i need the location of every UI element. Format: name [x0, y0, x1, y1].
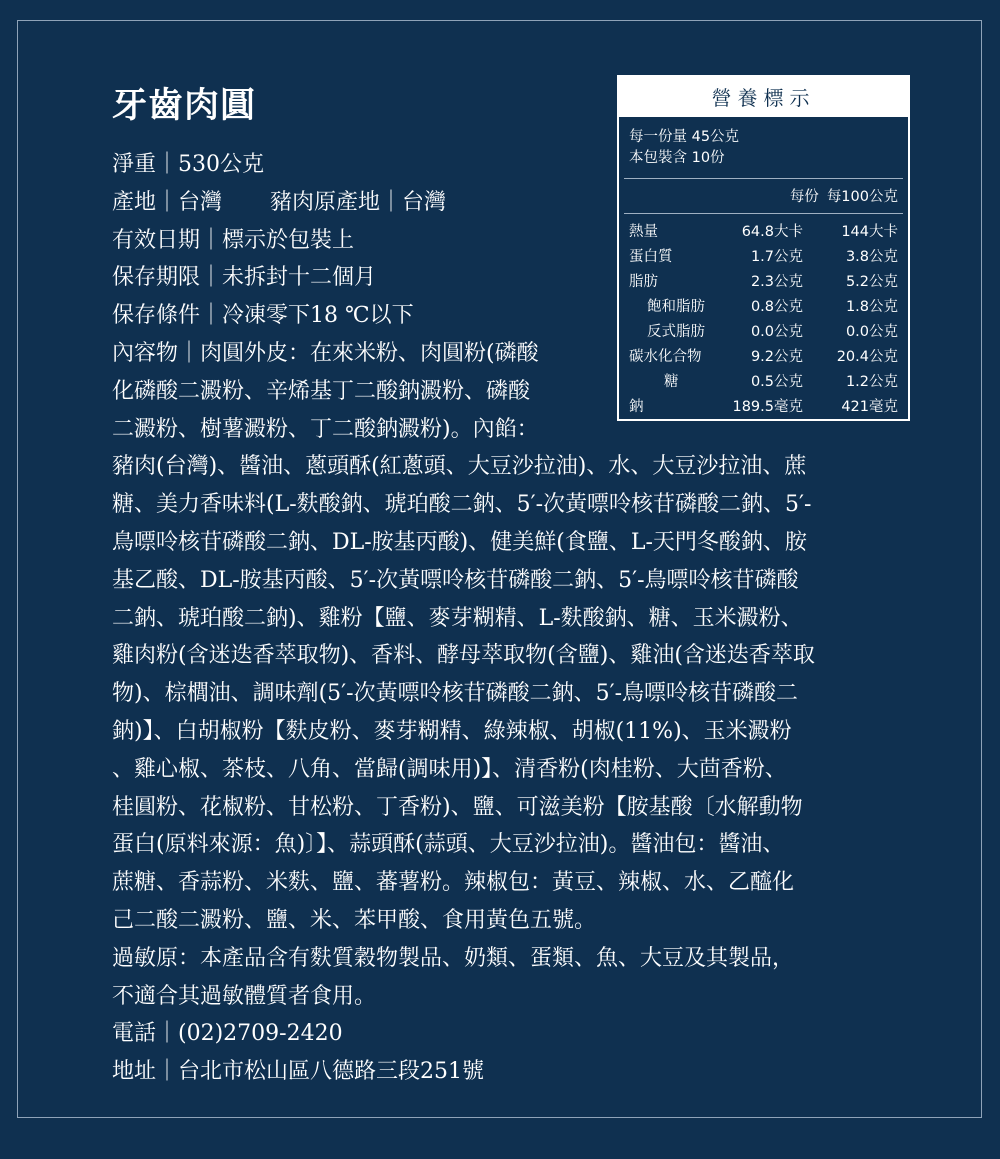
text-line: 鈉)】、白胡椒粉【麩皮粉、麥芽糊精、綠辣椒、胡椒(11%)、玉米澱粉 [112, 718, 792, 744]
expiry-date: 有效日期｜標示於包裝上 [112, 227, 355, 253]
nutrition-row [619, 395, 908, 420]
net-weight: 淨重｜530公克 [112, 152, 264, 177]
text-line: 豬肉(台灣)、醬油、蔥頭酥(紅蔥頭、大豆沙拉油)、水、大豆沙拉油、蔗 [112, 454, 807, 480]
serving-info [619, 117, 908, 169]
value-per-100g: 3.8公克 [845, 249, 898, 265]
nutrient-name: 反式脂肪 [647, 324, 705, 340]
text-line: 鳥嘌呤核苷磷酸二鈉、DL-胺基丙酸)、健美鮮(食鹽、L-天門冬酸鈉、胺 [112, 529, 807, 555]
product-info [112, 146, 446, 335]
text-line: 二鈉、琥珀酸二鈉)、雞粉【鹽、麥芽糊精、L-麩酸鈉、糖、玉米澱粉、 [112, 605, 803, 631]
text-line: 蔗糖、香蒜粉、米麩、鹽、蕃薯粉。辣椒包：黃豆、辣椒、水、乙醯化 [112, 870, 795, 896]
text-line: 雞肉粉(含迷迭香萃取物)、香料、酵母萃取物(含鹽)、雞油(含迷迭香萃取 [112, 643, 815, 669]
nutrient-name: 鈉 [629, 399, 644, 415]
col-per-serving: 每份 [789, 189, 819, 205]
nutrient-name: 飽和脂肪 [647, 299, 705, 315]
value-per-100g: 20.4公克 [836, 349, 898, 365]
value-per-100g: 1.8公克 [845, 299, 898, 315]
nutrient-name: 碳水化合物 [629, 349, 702, 365]
nutrient-name: 熱量 [629, 224, 658, 240]
nutrition-rows [619, 214, 908, 420]
text-line: 基乙酸、DL-胺基丙酸、5′-次黃嘌呤核苷磷酸二鈉、5′-鳥嘌呤核苷磷酸 [112, 567, 799, 593]
text-line: 過敏原：本產品含有麩質穀物製品、奶類、蛋類、魚、大豆及其製品， [112, 945, 795, 971]
nutrient-name: 糖 [664, 374, 679, 390]
col-per-100g: 每100公克 [826, 189, 898, 205]
nutrition-row [619, 245, 908, 270]
value-per-serving: 1.7公克 [750, 249, 803, 265]
text-line: 二澱粉、樹薯澱粉、丁二酸鈉澱粉)。內餡： [112, 416, 539, 442]
text-line: 內容物｜肉圓外皮：在來米粉、肉圓粉(磷酸 [112, 341, 539, 366]
text-line: 桂圓粉、花椒粉、甘松粉、丁香粉)、鹽、可滋美粉【胺基酸〔水解動物 [112, 794, 803, 820]
pork-origin: 豬肉原產地｜台灣 [270, 189, 447, 215]
nutrition-row [619, 370, 908, 395]
value-per-serving: 0.0公克 [750, 324, 803, 340]
nutrition-row [619, 220, 908, 245]
value-per-serving: 0.5公克 [750, 374, 803, 390]
serving-size: 每一份量 45公克 [629, 129, 740, 145]
nutrition-column-headers [619, 179, 908, 213]
text-line: 電話｜(02)2709-2420 [112, 1021, 343, 1047]
nutrition-row [619, 295, 908, 320]
shelf-life: 保存期限｜未拆封十二個月 [112, 265, 377, 291]
text-line: 己二酸二澱粉、鹽、米、苯甲酸、食用黃色五號。 [112, 907, 597, 933]
nutrition-label [617, 75, 910, 421]
text-line: 化磷酸二澱粉、辛烯基丁二酸鈉澱粉、磷酸 [112, 378, 531, 404]
value-per-100g: 0.0公克 [845, 324, 898, 340]
nutrient-name: 蛋白質 [629, 249, 673, 265]
nutrition-row [619, 320, 908, 345]
origin-line [112, 184, 446, 222]
value-per-100g: 421毫克 [841, 399, 898, 415]
value-per-serving: 64.8大卡 [741, 224, 803, 240]
value-per-serving: 189.5毫克 [732, 399, 803, 415]
value-per-100g: 144大卡 [841, 224, 898, 240]
nutrition-row [619, 270, 908, 295]
value-per-100g: 1.2公克 [845, 374, 898, 390]
origin: 產地｜台灣 [112, 189, 223, 215]
nutrition-header: 營養標示 [619, 77, 908, 117]
value-per-100g: 5.2公克 [845, 274, 898, 290]
storage-condition: 保存條件｜冷凍零下18 ℃以下 [112, 303, 414, 329]
nutrient-name: 脂肪 [629, 274, 658, 290]
value-per-serving: 9.2公克 [750, 349, 803, 365]
text-line: 蛋白(原料來源：魚)〕】、蒜頭酥(蒜頭、大豆沙拉油)。醬油包：醬油、 [112, 832, 785, 858]
text-line: 不適合其過敏體質者食用。 [112, 983, 377, 1009]
value-per-serving: 2.3公克 [750, 274, 803, 290]
product-title: 牙齒肉圓 [112, 85, 257, 126]
text-line: 地址｜台北市松山區八德路三段251號 [112, 1059, 484, 1085]
ingredients-text [112, 335, 815, 1091]
nutrition-row [619, 345, 908, 370]
text-line: 糖、美力香味料(L-麩酸鈉、琥珀酸二鈉、5′-次黃嘌呤核苷磷酸二鈉、5′- [112, 492, 812, 518]
value-per-serving: 0.8公克 [750, 299, 803, 315]
text-line: 、雞心椒、茶枝、八角、當歸(調味用)】、清香粉(肉桂粉、大茴香粉、 [112, 756, 787, 782]
servings-per-package: 本包裝含 10份 [629, 150, 725, 166]
text-line: 物)、棕櫚油、調味劑(5′-次黃嘌呤核苷磷酸二鈉、5′-鳥嘌呤核苷磷酸二 [112, 681, 799, 707]
